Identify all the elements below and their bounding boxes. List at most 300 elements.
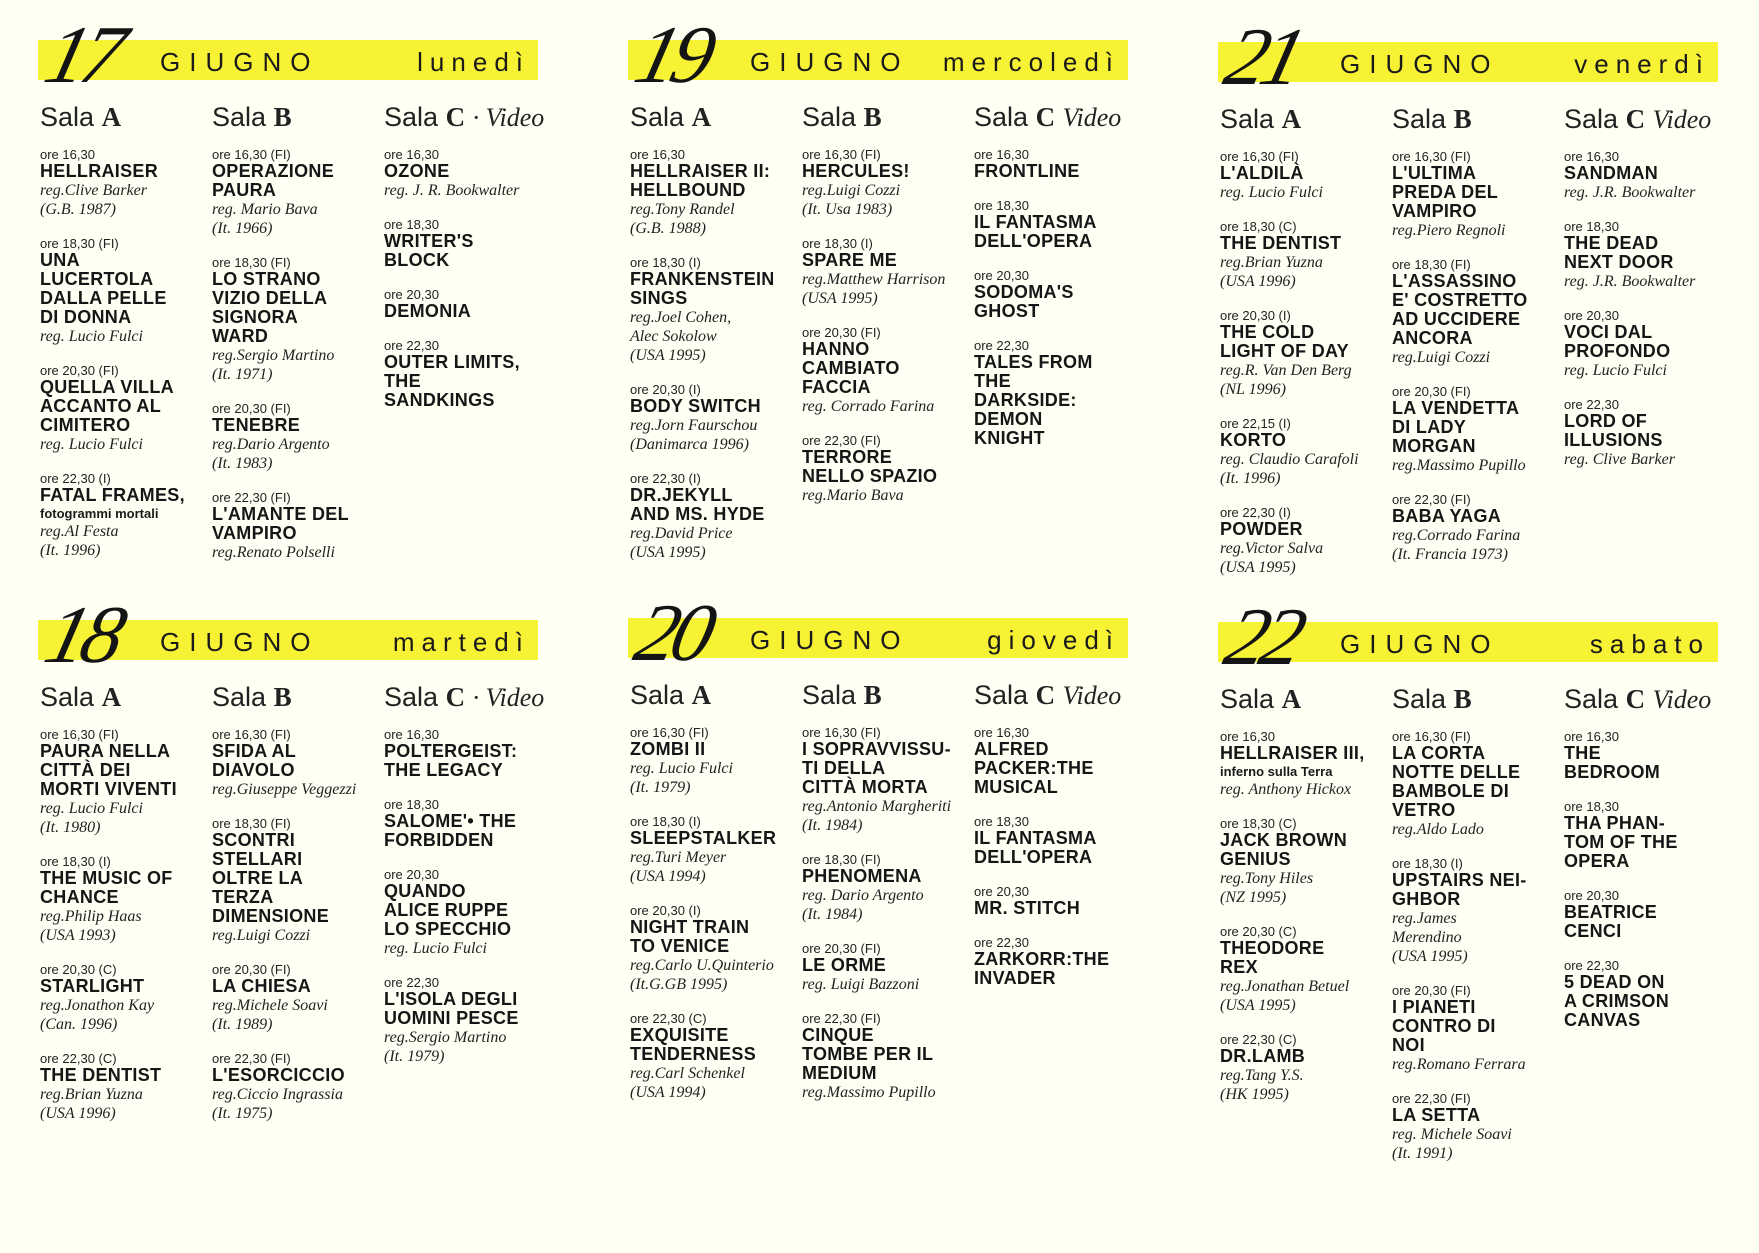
screening-entry	[1392, 983, 1562, 1074]
screening-time: ore 16,30	[1220, 729, 1275, 744]
screening-time: ore 22,30 (C)	[40, 1051, 117, 1066]
film-director: reg.Carlo U.Quinterio (It.G.GB 1995)	[630, 957, 774, 993]
screening-time: ore 22,30 (C)	[1220, 1032, 1297, 1047]
rooms	[1218, 684, 1718, 1180]
screening-entry	[1220, 1032, 1390, 1104]
weekday-label: giovedì	[987, 625, 1120, 655]
film-director: reg.David Price (USA 1995)	[630, 525, 733, 561]
film-title: L'ISOLA DEGLI UOMINI PESCE	[384, 989, 519, 1028]
screening-entry	[1220, 505, 1390, 577]
film-title: SFIDA AL DIAVOLO	[212, 741, 297, 780]
film-title: OUTER LIMITS, THE SANDKINGS	[384, 352, 520, 410]
room-heading	[384, 102, 545, 133]
room-letter: A	[1281, 104, 1302, 134]
screening-time: ore 18,30 (FI)	[802, 852, 881, 867]
room-label: Sala	[630, 102, 685, 132]
screening-entry	[630, 725, 800, 797]
film-director: reg.Turi Meyer (USA 1994)	[630, 849, 727, 885]
screening-entry	[384, 727, 538, 780]
screening-time: ore 22,30 (I)	[1220, 505, 1291, 520]
film-subtitle: inferno sulla Terra	[1220, 764, 1333, 779]
screening-time: ore 18,30 (FI)	[1392, 257, 1471, 272]
film-director: reg. J. R. Bookwalter	[384, 182, 520, 199]
room-letter: A	[101, 682, 122, 712]
film-director: reg.Massimo Pupillo	[802, 1084, 936, 1101]
film-director: reg.Corrado Farina (It. Francia 1973)	[1392, 527, 1521, 563]
screening-entry	[40, 854, 210, 945]
film-title: LA VENDETTA DI LADY MORGAN	[1392, 398, 1520, 456]
screening-entry	[1220, 416, 1390, 488]
screening-time: ore 20,30	[1564, 308, 1619, 323]
film-title: L'ESORCICCIO	[212, 1065, 345, 1085]
film-title: KORTO	[1220, 430, 1287, 450]
screening-time: ore 20,30 (I)	[630, 382, 701, 397]
film-title: PAURA NELLA CITTÀ DEI MORTI VIVENTI	[40, 741, 177, 799]
room-label: Sala	[212, 102, 267, 132]
screening-entry	[212, 816, 382, 945]
room-heading	[1392, 684, 1562, 715]
day-number: 18	[36, 589, 130, 680]
day-header	[626, 9, 1128, 100]
room-label: Sala	[1564, 684, 1619, 714]
room-heading	[384, 682, 545, 713]
room-suffix: Video	[1652, 685, 1712, 714]
room-column-a	[1218, 104, 1390, 594]
film-title: THE COLD LIGHT OF DAY	[1220, 322, 1349, 361]
screening-time: ore 18,30 (FI)	[40, 236, 119, 251]
film-title: NIGHT TRAIN TO VENICE	[630, 917, 750, 956]
screening-entry	[974, 935, 1128, 988]
film-director: reg.Michele Soavi (It. 1989)	[212, 997, 328, 1033]
room-label: Sala	[40, 102, 95, 132]
screening-entry	[212, 401, 382, 473]
film-title: SLEEPSTALKER	[630, 828, 777, 848]
film-director: reg. Lucio Fulci	[40, 436, 143, 453]
room-letter: A	[691, 680, 712, 710]
screening-time: ore 18,30	[1564, 799, 1619, 814]
film-director: reg.Dario Argento (It. 1983)	[212, 436, 330, 472]
film-director: reg. J.R. Bookwalter	[1564, 273, 1696, 290]
day-block-22	[1216, 591, 1718, 1180]
screening-entry	[974, 814, 1128, 867]
screening-entry	[1392, 856, 1562, 966]
film-title: VOCI DAL PROFONDO	[1564, 322, 1671, 361]
film-title: HANNO CAMBIATO FACCIA	[802, 339, 900, 397]
day-block-21	[1216, 11, 1718, 594]
film-director: reg.Clive Barker (G.B. 1987)	[40, 182, 147, 218]
screening-entry	[1392, 149, 1562, 240]
room-column-b	[800, 680, 972, 1119]
film-title: L'ASSASSINO E' COSTRETTO AD UCCIDERE ANCORA	[1392, 271, 1528, 348]
day-header	[1216, 11, 1718, 102]
month-label: GIUGNO	[750, 625, 910, 655]
film-title: I SOPRAVVISSU- TI DELLA CITTÀ MORTA	[802, 739, 951, 797]
film-title: LA CORTA NOTTE DELLE BAMBOLE DI VETRO	[1392, 743, 1521, 820]
screening-time: ore 16,30 (FI)	[802, 147, 881, 162]
film-title: HELLRAISER	[40, 161, 159, 181]
film-title: SALOME'• THE FORBIDDEN	[384, 811, 517, 850]
screening-time: ore 22,30	[974, 338, 1029, 353]
screening-time: ore 18,30	[1564, 219, 1619, 234]
screening-time: ore 20,30 (FI)	[212, 401, 291, 416]
room-column-b	[1390, 684, 1562, 1180]
screening-time: ore 20,30 (FI)	[1392, 983, 1471, 998]
film-director: reg.Sergio Martino (It. 1979)	[384, 1029, 507, 1065]
film-title: L'ULTIMA PREDA DEL VAMPIRO	[1392, 163, 1499, 221]
film-title: IL FANTASMA DELL'OPERA	[974, 828, 1097, 867]
film-director: reg.Carl Schenkel (USA 1994)	[630, 1065, 745, 1101]
screening-time: ore 22,15 (I)	[1220, 416, 1291, 431]
day-block-20	[626, 587, 1128, 1119]
weekday-label: venerdì	[1574, 49, 1710, 79]
film-director: reg.Ciccio Ingrassia (It. 1975)	[212, 1086, 343, 1122]
room-letter: C	[1035, 680, 1056, 710]
screening-time: ore 16,30 (FI)	[212, 727, 291, 742]
room-heading	[630, 680, 800, 711]
screening-entry	[630, 903, 800, 994]
room-column-c	[1562, 684, 1718, 1180]
screening-time: ore 20,30 (C)	[1220, 924, 1297, 939]
film-title: SANDMAN	[1564, 163, 1659, 183]
screening-entry	[384, 287, 538, 321]
film-director: reg.Jonathan Betuel (USA 1995)	[1220, 978, 1350, 1014]
screening-time: ore 18,30 (I)	[630, 255, 701, 270]
screening-entry	[384, 338, 538, 410]
rooms	[1218, 104, 1718, 594]
rooms	[628, 102, 1128, 579]
month-label: GIUGNO	[160, 47, 320, 77]
screening-time: ore 22,30 (FI)	[1392, 492, 1471, 507]
weekday-label: sabato	[1589, 629, 1710, 659]
screening-entry	[1564, 308, 1718, 380]
film-subtitle: fotogrammi mortali	[40, 506, 159, 521]
screening-entry	[1220, 308, 1390, 399]
room-heading	[40, 682, 210, 713]
screening-entry	[974, 198, 1128, 251]
film-title: ZOMBI II	[630, 739, 706, 759]
film-title: HELLRAISER II: HELLBOUND	[630, 161, 771, 200]
room-letter: C	[445, 102, 466, 132]
room-column-b	[210, 102, 382, 579]
film-title: THA PHAN- TOM OF THE OPERA	[1564, 813, 1678, 871]
screening-time: ore 16,30	[1564, 729, 1619, 744]
screening-entry	[40, 471, 210, 560]
film-title: CINQUE TOMBE PER IL MEDIUM	[802, 1025, 934, 1083]
screening-time: ore 20,30	[974, 268, 1029, 283]
weekday-label: lunedì	[417, 47, 530, 77]
screening-time: ore 16,30 (FI)	[1220, 149, 1299, 164]
film-title: 5 DEAD ON A CRIMSON CANVAS	[1564, 972, 1670, 1030]
film-director: reg.Tony Randel (G.B. 1988)	[630, 201, 735, 237]
film-director: reg. J.R. Bookwalter	[1564, 184, 1696, 201]
film-director: reg. Clive Barker	[1564, 451, 1675, 468]
film-title: MR. STITCH	[974, 898, 1080, 918]
film-title: THEODORE REX	[1220, 938, 1325, 977]
screening-entry	[384, 975, 538, 1066]
room-label: Sala	[384, 102, 439, 132]
film-director: reg.Joel Cohen, Alec Sokolow (USA 1995)	[630, 309, 732, 364]
screening-time: ore 16,30	[630, 147, 685, 162]
screening-time: ore 18,30 (I)	[802, 236, 873, 251]
film-director: reg. Dario Argento (It. 1984)	[802, 887, 924, 923]
room-letter: C	[1035, 102, 1056, 132]
film-director: reg.Tony Hiles (NZ 1995)	[1220, 870, 1314, 906]
room-column-c	[382, 682, 545, 1140]
film-director: reg. Lucio Fulci	[1220, 184, 1323, 201]
film-director: reg.Jonathon Kay (Can. 1996)	[40, 997, 155, 1033]
film-title: THE MUSIC OF CHANCE	[40, 868, 173, 907]
screening-entry	[802, 147, 972, 219]
screening-time: ore 20,30 (I)	[630, 903, 701, 918]
film-title: OZONE	[384, 161, 450, 181]
screening-entry	[802, 236, 972, 308]
film-director: reg.Brian Yuzna (USA 1996)	[1220, 254, 1323, 290]
film-director: reg. Lucio Fulci (It. 1979)	[630, 760, 733, 796]
film-title: THE DENTIST	[40, 1065, 162, 1085]
day-block-19	[626, 9, 1128, 579]
room-column-b	[210, 682, 382, 1140]
film-title: DR.JEKYLL AND MS. HYDE	[630, 485, 765, 524]
screening-time: ore 20,30 (FI)	[40, 363, 119, 378]
screening-entry	[802, 325, 972, 416]
month-label: GIUGNO	[750, 47, 910, 77]
screening-entry	[630, 382, 800, 454]
day-header	[36, 9, 538, 100]
film-title: I PIANETI CONTRO DI NOI	[1392, 997, 1496, 1055]
screening-time: ore 20,30	[974, 884, 1029, 899]
room-label: Sala	[1220, 684, 1275, 714]
film-director: reg.Luigi Cozzi (It. Usa 1983)	[802, 182, 901, 218]
screening-time: ore 22,30 (C)	[630, 1011, 707, 1026]
film-director: reg.Sergio Martino (It. 1971)	[212, 347, 335, 383]
film-title: OPERAZIONE PAURA	[212, 161, 335, 200]
film-title: LO STRANO VIZIO DELLA SIGNORA WARD	[212, 269, 328, 346]
screening-entry	[1392, 492, 1562, 564]
screening-time: ore 22,30 (FI)	[212, 1051, 291, 1066]
film-title: TERRORE NELLO SPAZIO	[802, 447, 938, 486]
month-label: GIUGNO	[1340, 49, 1500, 79]
room-heading	[974, 680, 1128, 711]
film-director: reg. Claudio Carafoli (It. 1996)	[1220, 451, 1359, 487]
screening-entry	[1564, 397, 1718, 469]
room-letter: B	[273, 102, 292, 132]
month-label: GIUGNO	[160, 627, 320, 657]
room-column-a	[1218, 684, 1390, 1180]
screening-entry	[40, 363, 210, 454]
screening-entry	[974, 338, 1128, 448]
day-number: 21	[1216, 11, 1310, 102]
room-label: Sala	[802, 680, 857, 710]
screening-time: ore 16,30	[1564, 149, 1619, 164]
room-heading	[1392, 104, 1562, 135]
screening-entry	[212, 1051, 382, 1123]
film-title: LE ORME	[802, 955, 887, 975]
screening-entry	[212, 727, 382, 799]
room-column-a	[38, 682, 210, 1140]
day-number: 22	[1216, 591, 1310, 682]
screening-time: ore 22,30 (I)	[40, 471, 111, 486]
film-title: FRONTLINE	[974, 161, 1080, 181]
screening-entry	[1392, 257, 1562, 367]
film-title: SCONTRI STELLARI OLTRE LA TERZA DIMENSIONE	[212, 830, 330, 926]
film-director: reg.Massimo Pupillo	[1392, 457, 1526, 474]
screening-time: ore 18,30 (C)	[1220, 219, 1297, 234]
film-title: FRANKENSTEIN SINGS	[630, 269, 775, 308]
screening-entry	[630, 814, 800, 886]
film-title: THE BEDROOM	[1564, 743, 1661, 782]
screening-time: ore 20,30 (FI)	[802, 325, 881, 340]
day-header	[626, 587, 1128, 678]
screening-entry	[40, 236, 210, 346]
screening-entry	[1392, 729, 1562, 839]
room-label: Sala	[974, 680, 1029, 710]
screening-entry	[212, 255, 382, 384]
room-letter: C	[445, 682, 466, 712]
film-title: THE DEAD NEXT DOOR	[1564, 233, 1674, 272]
screening-entry	[630, 471, 800, 562]
screening-time: ore 16,30 (FI)	[1392, 729, 1471, 744]
screening-entry	[1220, 149, 1390, 202]
screening-time: ore 16,30 (FI)	[630, 725, 709, 740]
screening-time: ore 22,30 (I)	[630, 471, 701, 486]
screening-time: ore 18,30 (I)	[40, 854, 111, 869]
screening-entry	[40, 147, 210, 219]
screening-time: ore 20,30 (FI)	[1392, 384, 1471, 399]
film-title: LORD OF ILLUSIONS	[1564, 411, 1663, 450]
film-director: reg.Mario Bava	[802, 487, 904, 504]
film-title: UPSTAIRS NEI- GHBOR	[1392, 870, 1527, 909]
room-suffix: Video	[1652, 105, 1712, 134]
room-column-b	[1390, 104, 1562, 594]
film-director: reg.Aldo Lado	[1392, 821, 1484, 838]
screening-entry	[630, 1011, 800, 1102]
film-title: BABA YAGA	[1392, 506, 1502, 526]
screening-time: ore 16,30	[40, 147, 95, 162]
room-letter: B	[863, 102, 882, 132]
film-title: BEATRICE CENCI	[1564, 902, 1658, 941]
screening-entry	[630, 255, 800, 365]
room-letter: A	[1281, 684, 1302, 714]
room-label: Sala	[974, 102, 1029, 132]
film-title: EXQUISITE TENDERNESS	[630, 1025, 757, 1064]
screening-time: ore 20,30 (I)	[1220, 308, 1291, 323]
screening-time: ore 18,30	[974, 814, 1029, 829]
room-column-c	[972, 102, 1128, 579]
room-letter: A	[691, 102, 712, 132]
film-title: SODOMA'S GHOST	[974, 282, 1074, 321]
room-column-c	[1562, 104, 1718, 594]
day-block-17	[36, 9, 545, 579]
screening-entry	[802, 852, 972, 924]
screening-time: ore 22,30	[384, 338, 439, 353]
screening-entry	[1220, 924, 1390, 1015]
screening-time: ore 18,30 (I)	[1392, 856, 1463, 871]
film-director: reg.Giuseppe Veggezzi	[212, 781, 357, 798]
screening-entry	[1564, 958, 1718, 1030]
screening-entry	[1564, 888, 1718, 941]
screening-time: ore 20,30 (FI)	[212, 962, 291, 977]
screening-time: ore 18,30 (I)	[630, 814, 701, 829]
screening-time: ore 16,30 (FI)	[212, 147, 291, 162]
screening-time: ore 18,30	[384, 217, 439, 232]
film-title: QUANDO ALICE RUPPE LO SPECCHIO	[384, 881, 512, 939]
film-title: TENEBRE	[212, 415, 301, 435]
room-label: Sala	[630, 680, 685, 710]
film-title: STARLIGHT	[40, 976, 145, 996]
film-director: reg.Luigi Cozzi	[212, 927, 311, 944]
screening-entry	[802, 941, 972, 994]
day-header	[1216, 591, 1718, 682]
screening-time: ore 18,30	[974, 198, 1029, 213]
film-title: ALFRED PACKER:THE MUSICAL	[974, 739, 1094, 797]
screening-entry	[974, 268, 1128, 321]
film-director: reg. Mario Bava (It. 1966)	[212, 201, 318, 237]
film-title: ZARKORR:THE INVADER	[974, 949, 1110, 988]
room-heading	[1564, 104, 1718, 135]
film-director: reg.Philip Haas (USA 1993)	[40, 908, 142, 944]
room-letter: A	[101, 102, 122, 132]
film-director: reg. Corrado Farina	[802, 398, 935, 415]
screening-time: ore 16,30 (FI)	[802, 725, 881, 740]
room-heading	[630, 102, 800, 133]
room-column-c	[382, 102, 545, 579]
screening-entry	[1564, 149, 1718, 202]
rooms	[38, 682, 545, 1140]
room-letter: B	[1453, 684, 1472, 714]
screening-time: ore 22,30	[1564, 958, 1619, 973]
film-title: IL FANTASMA DELL'OPERA	[974, 212, 1097, 251]
film-director: reg.Al Festa (It. 1996)	[40, 523, 119, 559]
room-column-c	[972, 680, 1128, 1119]
screening-entry	[630, 147, 800, 238]
screening-time: ore 16,30 (FI)	[40, 727, 119, 742]
film-director: reg.Piero Regnoli	[1392, 222, 1506, 239]
screening-entry	[384, 867, 538, 958]
rooms	[628, 680, 1128, 1119]
room-column-a	[628, 680, 800, 1119]
screening-time: ore 16,30	[384, 727, 439, 742]
film-title: LA CHIESA	[212, 976, 312, 996]
screening-entry	[212, 490, 382, 562]
film-title: DR.LAMB	[1220, 1046, 1306, 1066]
room-letter: C	[1625, 104, 1646, 134]
room-heading	[1220, 104, 1390, 135]
room-suffix: · Video	[472, 683, 545, 712]
screening-entry	[802, 725, 972, 835]
screening-entry	[212, 962, 382, 1034]
screening-time: ore 16,30	[384, 147, 439, 162]
film-director: reg. Luigi Bazzoni	[802, 976, 920, 993]
screening-time: ore 22,30 (FI)	[212, 490, 291, 505]
room-suffix: · Video	[472, 103, 545, 132]
screening-entry	[212, 147, 382, 238]
room-heading	[1564, 684, 1718, 715]
room-heading	[1220, 684, 1390, 715]
screening-time: ore 16,30	[974, 147, 1029, 162]
month-label: GIUGNO	[1340, 629, 1500, 659]
screening-entry	[1220, 816, 1390, 907]
screening-time: ore 22,30	[974, 935, 1029, 950]
screening-entry	[974, 884, 1128, 918]
screening-entry	[1564, 799, 1718, 871]
room-label: Sala	[40, 682, 95, 712]
screening-entry	[384, 217, 538, 270]
film-title: LA SETTA	[1392, 1105, 1481, 1125]
film-director: reg.Brian Yuzna (USA 1996)	[40, 1086, 143, 1122]
screening-entry	[1220, 219, 1390, 291]
film-title: POLTERGEIST: THE LEGACY	[384, 741, 518, 780]
room-label: Sala	[1220, 104, 1275, 134]
